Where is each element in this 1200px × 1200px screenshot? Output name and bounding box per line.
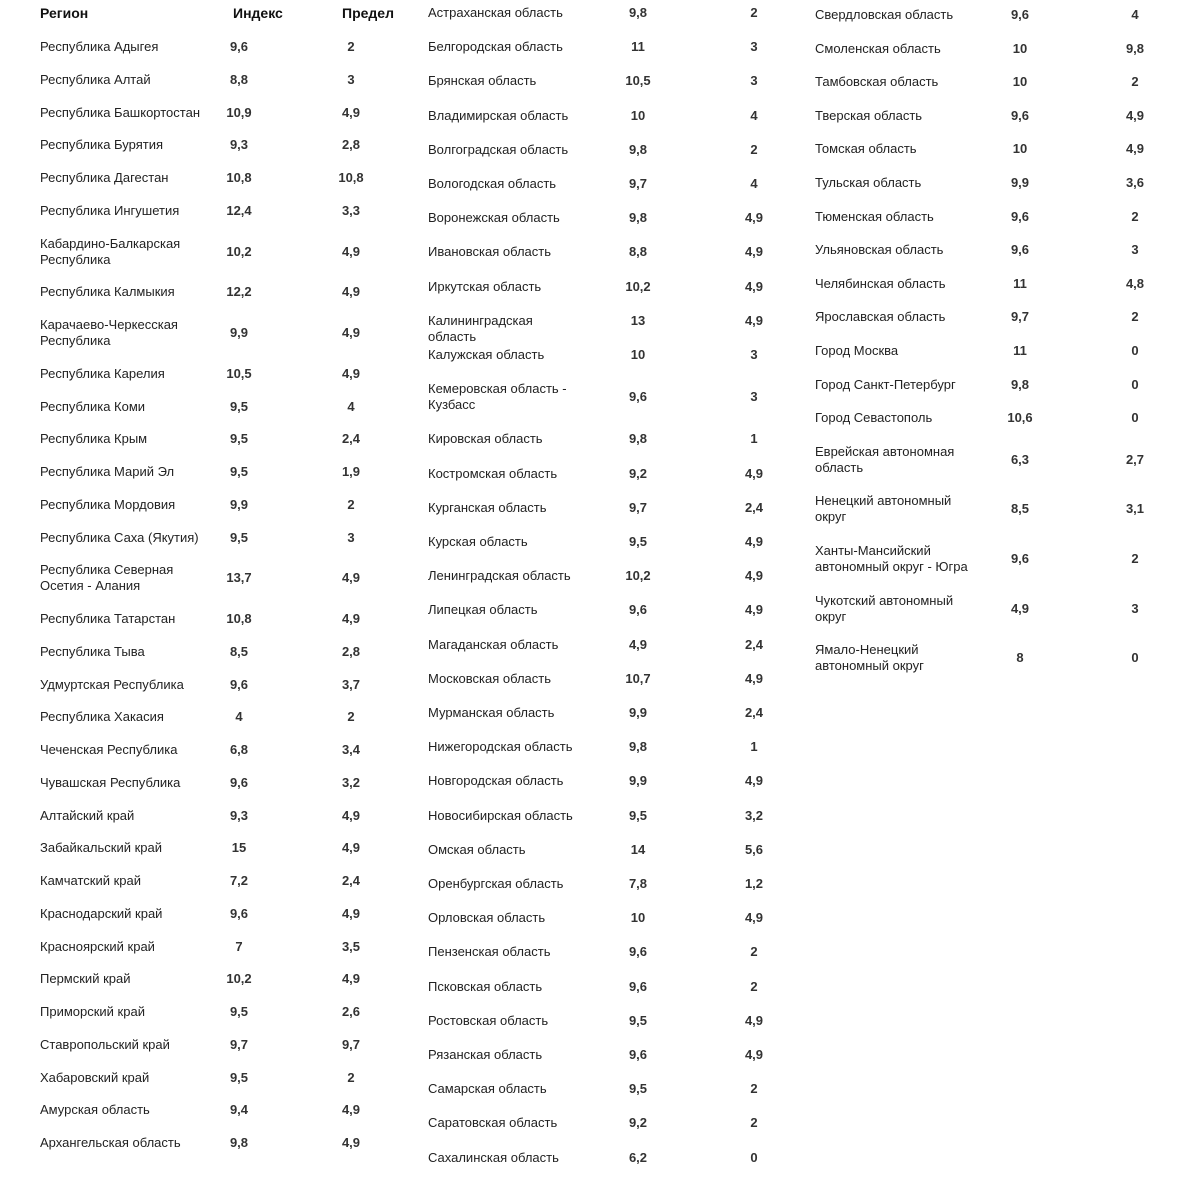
index-value: 9,6 [628, 944, 648, 960]
limit-value: 4,9 [1125, 107, 1145, 123]
region-name: Ханты-Мансийский автономный округ - Югра [815, 543, 968, 574]
index-value: 10,2 [226, 243, 252, 259]
region-name: Костромская область [428, 465, 558, 481]
region-name: Пензенская область [428, 944, 551, 960]
limit-value: 0 [1131, 650, 1139, 666]
index-value: 4,9 [1010, 600, 1030, 616]
index-value: 10 [1012, 141, 1028, 157]
index-value: 10,5 [625, 73, 651, 89]
index-value: 9,8 [1010, 376, 1030, 392]
region-name: Республика Саха (Якутия) [40, 529, 199, 545]
limit-value: 4,9 [744, 278, 764, 294]
limit-value: 4,9 [1125, 141, 1145, 157]
region-name: Калужская область [428, 347, 545, 362]
limit-value: 4,9 [341, 243, 361, 259]
region-name: Владимирская область [428, 107, 569, 123]
index-value: 10 [630, 347, 646, 362]
limit-value: 3 [750, 389, 758, 405]
index-value: 11 [631, 39, 645, 55]
header-limit: Предел [342, 5, 394, 21]
limit-value: 4,9 [744, 670, 764, 686]
region-name: Республика Татарстан [40, 611, 176, 626]
limit-value: 2 [347, 709, 355, 725]
region-name: Амурская область [40, 1102, 150, 1118]
region-name: Волгоградская область [428, 141, 569, 157]
region-name: Вологодская область [428, 176, 557, 191]
limit-value: 4,9 [341, 1102, 361, 1118]
header-index: Индекс [233, 5, 283, 21]
index-value: 9,6 [628, 978, 648, 994]
limit-value: 4,9 [341, 905, 361, 921]
region-name: Астраханская область [428, 5, 563, 20]
index-value: 10 [630, 107, 646, 123]
limit-value: 4 [347, 398, 355, 414]
limit-value: 3,7 [341, 676, 361, 692]
index-value: 10,2 [625, 568, 651, 584]
limit-value: 2 [750, 141, 758, 157]
index-value: 8,8 [229, 71, 249, 87]
region-name: Новосибирская область [428, 807, 573, 823]
index-value: 9,5 [628, 1012, 648, 1028]
region-name: Липецкая область [428, 602, 538, 618]
limit-value: 2,8 [341, 643, 361, 659]
index-value: 9,8 [628, 141, 648, 157]
limit-value: 4,9 [744, 773, 764, 789]
region-name: Чеченская Республика [40, 742, 178, 757]
index-value: 6,3 [1010, 451, 1030, 467]
region-name: Брянская область [428, 73, 537, 89]
limit-value: 2 [1131, 74, 1139, 90]
region-name: Забайкальский край [40, 840, 163, 856]
limit-value: 3 [347, 71, 355, 87]
index-value: 9,5 [628, 534, 648, 549]
index-value: 11 [1013, 275, 1027, 291]
header-region: Регион [40, 5, 89, 21]
index-value: 9,2 [628, 1115, 648, 1131]
index-value: 9,9 [229, 496, 249, 512]
region-name: Республика Адыгея [40, 39, 159, 54]
region-name: Тюменская область [815, 208, 934, 224]
index-value: 9,7 [229, 1036, 249, 1052]
region-name: Республика Тыва [40, 643, 145, 659]
limit-value: 4,9 [341, 284, 361, 300]
region-name: Республика Дагестан [40, 170, 169, 185]
region-name: Краснодарский край [40, 905, 163, 921]
index-value: 14 [630, 841, 646, 857]
region-name: Ульяновская область [815, 242, 944, 258]
index-value: 9,6 [1010, 551, 1030, 566]
limit-value: 4,9 [341, 611, 361, 626]
region-name: Тамбовская область [815, 74, 939, 90]
region-name: Ярославская область [815, 309, 946, 325]
index-value: 4 [235, 709, 243, 725]
limit-value: 4,9 [744, 1012, 764, 1028]
index-value: 8,5 [229, 643, 249, 659]
limit-value: 4,9 [744, 312, 764, 328]
region-name: Смоленская область [815, 40, 941, 56]
limit-value: 2,4 [744, 499, 764, 515]
region-name: Ивановская область [428, 244, 551, 260]
region-name: Оренбургская область [428, 876, 564, 891]
limit-value: 2,4 [341, 431, 361, 447]
index-value: 9,9 [628, 705, 648, 720]
limit-value: 4,9 [744, 465, 764, 481]
limit-value: 4,8 [1125, 275, 1145, 291]
index-value: 9,7 [1010, 309, 1030, 325]
index-value: 8,8 [628, 244, 648, 260]
region-name: Новгородская область [428, 773, 564, 789]
index-value: 4,9 [628, 636, 648, 652]
region-name: Самарская область [428, 1081, 547, 1097]
region-name: Кабардино-Балкарская Республика [40, 235, 181, 267]
region-name: Кировская область [428, 431, 543, 447]
index-value: 7,2 [229, 873, 249, 888]
region-name: Тульская область [815, 175, 922, 190]
limit-value: 4,9 [744, 244, 764, 260]
index-value: 9,6 [1010, 107, 1030, 123]
index-value: 10,6 [1007, 410, 1033, 426]
region-name: Иркутская область [428, 278, 542, 294]
region-name: Мурманская область [428, 705, 555, 720]
region-name: Ставропольский край [40, 1036, 170, 1052]
index-value: 6,8 [229, 742, 249, 757]
limit-value: 9,7 [341, 1036, 361, 1052]
region-name: Пермский край [40, 971, 131, 987]
limit-value: 2,4 [744, 636, 764, 652]
index-value: 15 [231, 840, 247, 856]
index-value: 9,5 [628, 1081, 648, 1097]
region-name: Республика Марий Эл [40, 464, 175, 479]
region-name: Город Москва [815, 343, 899, 358]
limit-value: 3 [347, 529, 355, 545]
region-name: Архангельская область [40, 1135, 181, 1150]
limit-value: 9,8 [1125, 40, 1145, 56]
region-name: Сахалинская область [428, 1149, 559, 1165]
index-value: 11 [1013, 343, 1027, 358]
index-value: 9,5 [229, 464, 249, 479]
index-value: 9,8 [628, 210, 648, 226]
limit-value: 2 [750, 1115, 758, 1131]
limit-value: 0 [750, 1149, 758, 1165]
limit-value: 3,1 [1125, 501, 1145, 517]
limit-value: 3,3 [341, 202, 361, 218]
index-value: 13,7 [226, 570, 252, 586]
index-value: 9,6 [1010, 242, 1030, 258]
region-name: Республика Крым [40, 431, 148, 447]
index-value: 9,6 [229, 774, 249, 790]
limit-value: 4,9 [341, 1135, 361, 1150]
region-name: Хабаровский край [40, 1069, 150, 1085]
index-value: 10 [1012, 40, 1028, 56]
region-name: Ростовская область [428, 1012, 549, 1028]
limit-value: 2,7 [1125, 451, 1145, 467]
index-value: 6,2 [628, 1149, 648, 1165]
limit-value: 4 [1131, 7, 1139, 22]
region-name: Республика Бурятия [40, 137, 164, 153]
limit-value: 4,9 [341, 325, 361, 340]
region-name: Магаданская область [428, 636, 559, 652]
region-name: Псковская область [428, 978, 543, 994]
index-value: 10,8 [226, 170, 252, 185]
index-value: 9,8 [229, 1135, 249, 1150]
index-value: 9,9 [229, 325, 249, 340]
limit-value: 2 [347, 1069, 355, 1085]
index-value: 9,2 [628, 465, 648, 481]
index-value: 9,8 [628, 739, 648, 755]
index-value: 8,5 [1010, 501, 1030, 517]
limit-value: 2 [750, 1081, 758, 1097]
index-value: 9,5 [229, 1004, 249, 1019]
limit-value: 4,9 [341, 104, 361, 120]
limit-value: 4,9 [744, 210, 764, 226]
index-value: 10 [630, 910, 646, 926]
index-value: 9,9 [628, 773, 648, 789]
region-name: Город Санкт-Петербург [815, 376, 956, 392]
index-value: 9,5 [229, 398, 249, 414]
index-value: 9,8 [628, 5, 648, 20]
region-name: Рязанская область [428, 1047, 543, 1062]
index-value: 9,5 [628, 807, 648, 823]
region-name: Республика Коми [40, 398, 146, 414]
limit-value: 2,4 [341, 873, 361, 888]
limit-value: 3,4 [341, 742, 361, 757]
index-value: 9,6 [628, 602, 648, 618]
limit-value: 3 [750, 347, 758, 362]
region-name: Тверская область [815, 107, 923, 123]
index-value: 9,7 [628, 499, 648, 515]
limit-value: 4,9 [744, 568, 764, 584]
region-name: Республика Северная Осетия - Алания [40, 562, 174, 594]
region-name: Орловская область [428, 910, 546, 926]
index-value: 9,5 [229, 431, 249, 447]
limit-value: 4,9 [744, 910, 764, 926]
index-value: 10,8 [226, 611, 252, 626]
region-name: Курганская область [428, 499, 547, 515]
index-value: 9,3 [229, 807, 249, 823]
region-name: Карачаево-Черкесская Республика [40, 317, 178, 348]
limit-value: 2 [347, 39, 355, 54]
region-name: Ямало-Ненецкий автономный округ [815, 642, 924, 674]
region-name: Алтайский край [40, 807, 135, 823]
limit-value: 1 [750, 431, 758, 447]
index-value: 7,8 [628, 876, 648, 891]
index-value: 10,5 [226, 365, 252, 381]
limit-value: 3 [1131, 242, 1139, 258]
region-name: Челябинская область [815, 275, 946, 291]
region-name: Курская область [428, 534, 528, 549]
limit-value: 2 [1131, 309, 1139, 325]
region-name: Калининградская область [428, 312, 533, 344]
index-value: 9,8 [628, 431, 648, 447]
region-name: Ленинградская область [428, 568, 571, 584]
index-value: 9,6 [628, 389, 648, 405]
limit-value: 0 [1131, 376, 1139, 392]
limit-value: 2 [347, 496, 355, 512]
region-name: Удмуртская Республика [40, 676, 184, 692]
index-value: 10 [1012, 74, 1028, 90]
index-value: 10,9 [226, 104, 252, 120]
index-value: 10,7 [625, 670, 651, 686]
limit-value: 3 [750, 73, 758, 89]
index-value: 9,6 [229, 39, 249, 54]
region-name: Московская область [428, 670, 552, 686]
region-name: Воронежская область [428, 210, 560, 226]
limit-value: 1,9 [341, 464, 361, 479]
region-name: Кемеровская область - Кузбасс [428, 381, 567, 413]
limit-value: 4,9 [341, 840, 361, 856]
region-name: Чувашская Республика [40, 774, 181, 790]
index-value: 9,6 [229, 676, 249, 692]
limit-value: 3 [750, 39, 758, 55]
limit-value: 2 [1131, 208, 1139, 224]
region-name: Омская область [428, 841, 526, 857]
limit-value: 2 [750, 5, 758, 20]
index-value: 9,5 [229, 1069, 249, 1085]
limit-value: 2,6 [341, 1004, 361, 1019]
region-name: Нижегородская область [428, 739, 573, 755]
region-name: Республика Карелия [40, 365, 165, 381]
limit-value: 3,2 [744, 807, 764, 823]
region-name: Республика Мордовия [40, 496, 176, 512]
limit-value: 3 [1131, 600, 1139, 616]
limit-value: 4 [750, 176, 758, 191]
limit-value: 4,9 [341, 807, 361, 823]
region-name: Еврейская автономная область [815, 443, 955, 475]
index-value: 8 [1016, 650, 1024, 666]
index-value: 13 [630, 312, 646, 328]
region-name: Республика Калмыкия [40, 284, 175, 300]
limit-value: 0 [1131, 410, 1139, 426]
index-value: 10,2 [625, 278, 651, 294]
limit-value: 2,8 [341, 137, 361, 153]
limit-value: 4,9 [744, 1047, 764, 1062]
limit-value: 4 [750, 107, 758, 123]
region-name: Белгородская область [428, 39, 563, 55]
limit-value: 4,9 [341, 570, 361, 586]
index-value: 10,2 [226, 971, 252, 987]
index-value: 12,2 [226, 284, 252, 300]
limit-value: 0 [1131, 343, 1139, 358]
index-value: 9,4 [229, 1102, 249, 1118]
region-name: Республика Ингушетия [40, 202, 180, 218]
limit-value: 1 [750, 739, 758, 755]
index-value: 9,9 [1010, 175, 1030, 190]
limit-value: 4,9 [744, 534, 764, 549]
limit-value: 3,6 [1125, 175, 1145, 190]
limit-value: 2,4 [744, 705, 764, 720]
region-name: Республика Хакасия [40, 709, 164, 725]
region-name: Свердловская область [815, 7, 954, 22]
limit-value: 1,2 [744, 876, 764, 891]
index-value: 9,3 [229, 137, 249, 153]
limit-value: 4,9 [341, 971, 361, 987]
index-value: 9,6 [1010, 7, 1030, 22]
region-name: Ненецкий автономный округ [815, 493, 952, 525]
limit-value: 2 [1131, 551, 1139, 566]
limit-value: 2 [750, 944, 758, 960]
limit-value: 2 [750, 978, 758, 994]
region-name: Приморский край [40, 1004, 145, 1019]
limit-value: 3,5 [341, 938, 361, 954]
region-name: Чукотский автономный округ [815, 592, 954, 624]
region-name: Саратовская область [428, 1115, 558, 1131]
region-name: Томская область [815, 141, 917, 157]
limit-value: 4,9 [341, 365, 361, 381]
region-name: Республика Алтай [40, 71, 151, 87]
region-name: Камчатский край [40, 873, 141, 888]
limit-value: 3,2 [341, 774, 361, 790]
index-value: 7 [235, 938, 243, 954]
region-name: Республика Башкортостан [40, 104, 200, 120]
index-value: 9,5 [229, 529, 249, 545]
index-value: 9,6 [1010, 208, 1030, 224]
limit-value: 5,6 [744, 841, 764, 857]
limit-value: 10,8 [338, 170, 364, 185]
index-value: 9,6 [229, 905, 249, 921]
region-name: Красноярский край [40, 938, 155, 954]
index-value: 12,4 [226, 202, 252, 218]
region-name: Город Севастополь [815, 410, 933, 426]
index-value: 9,6 [628, 1047, 648, 1062]
limit-value: 4,9 [744, 602, 764, 618]
index-value: 9,7 [628, 176, 648, 191]
